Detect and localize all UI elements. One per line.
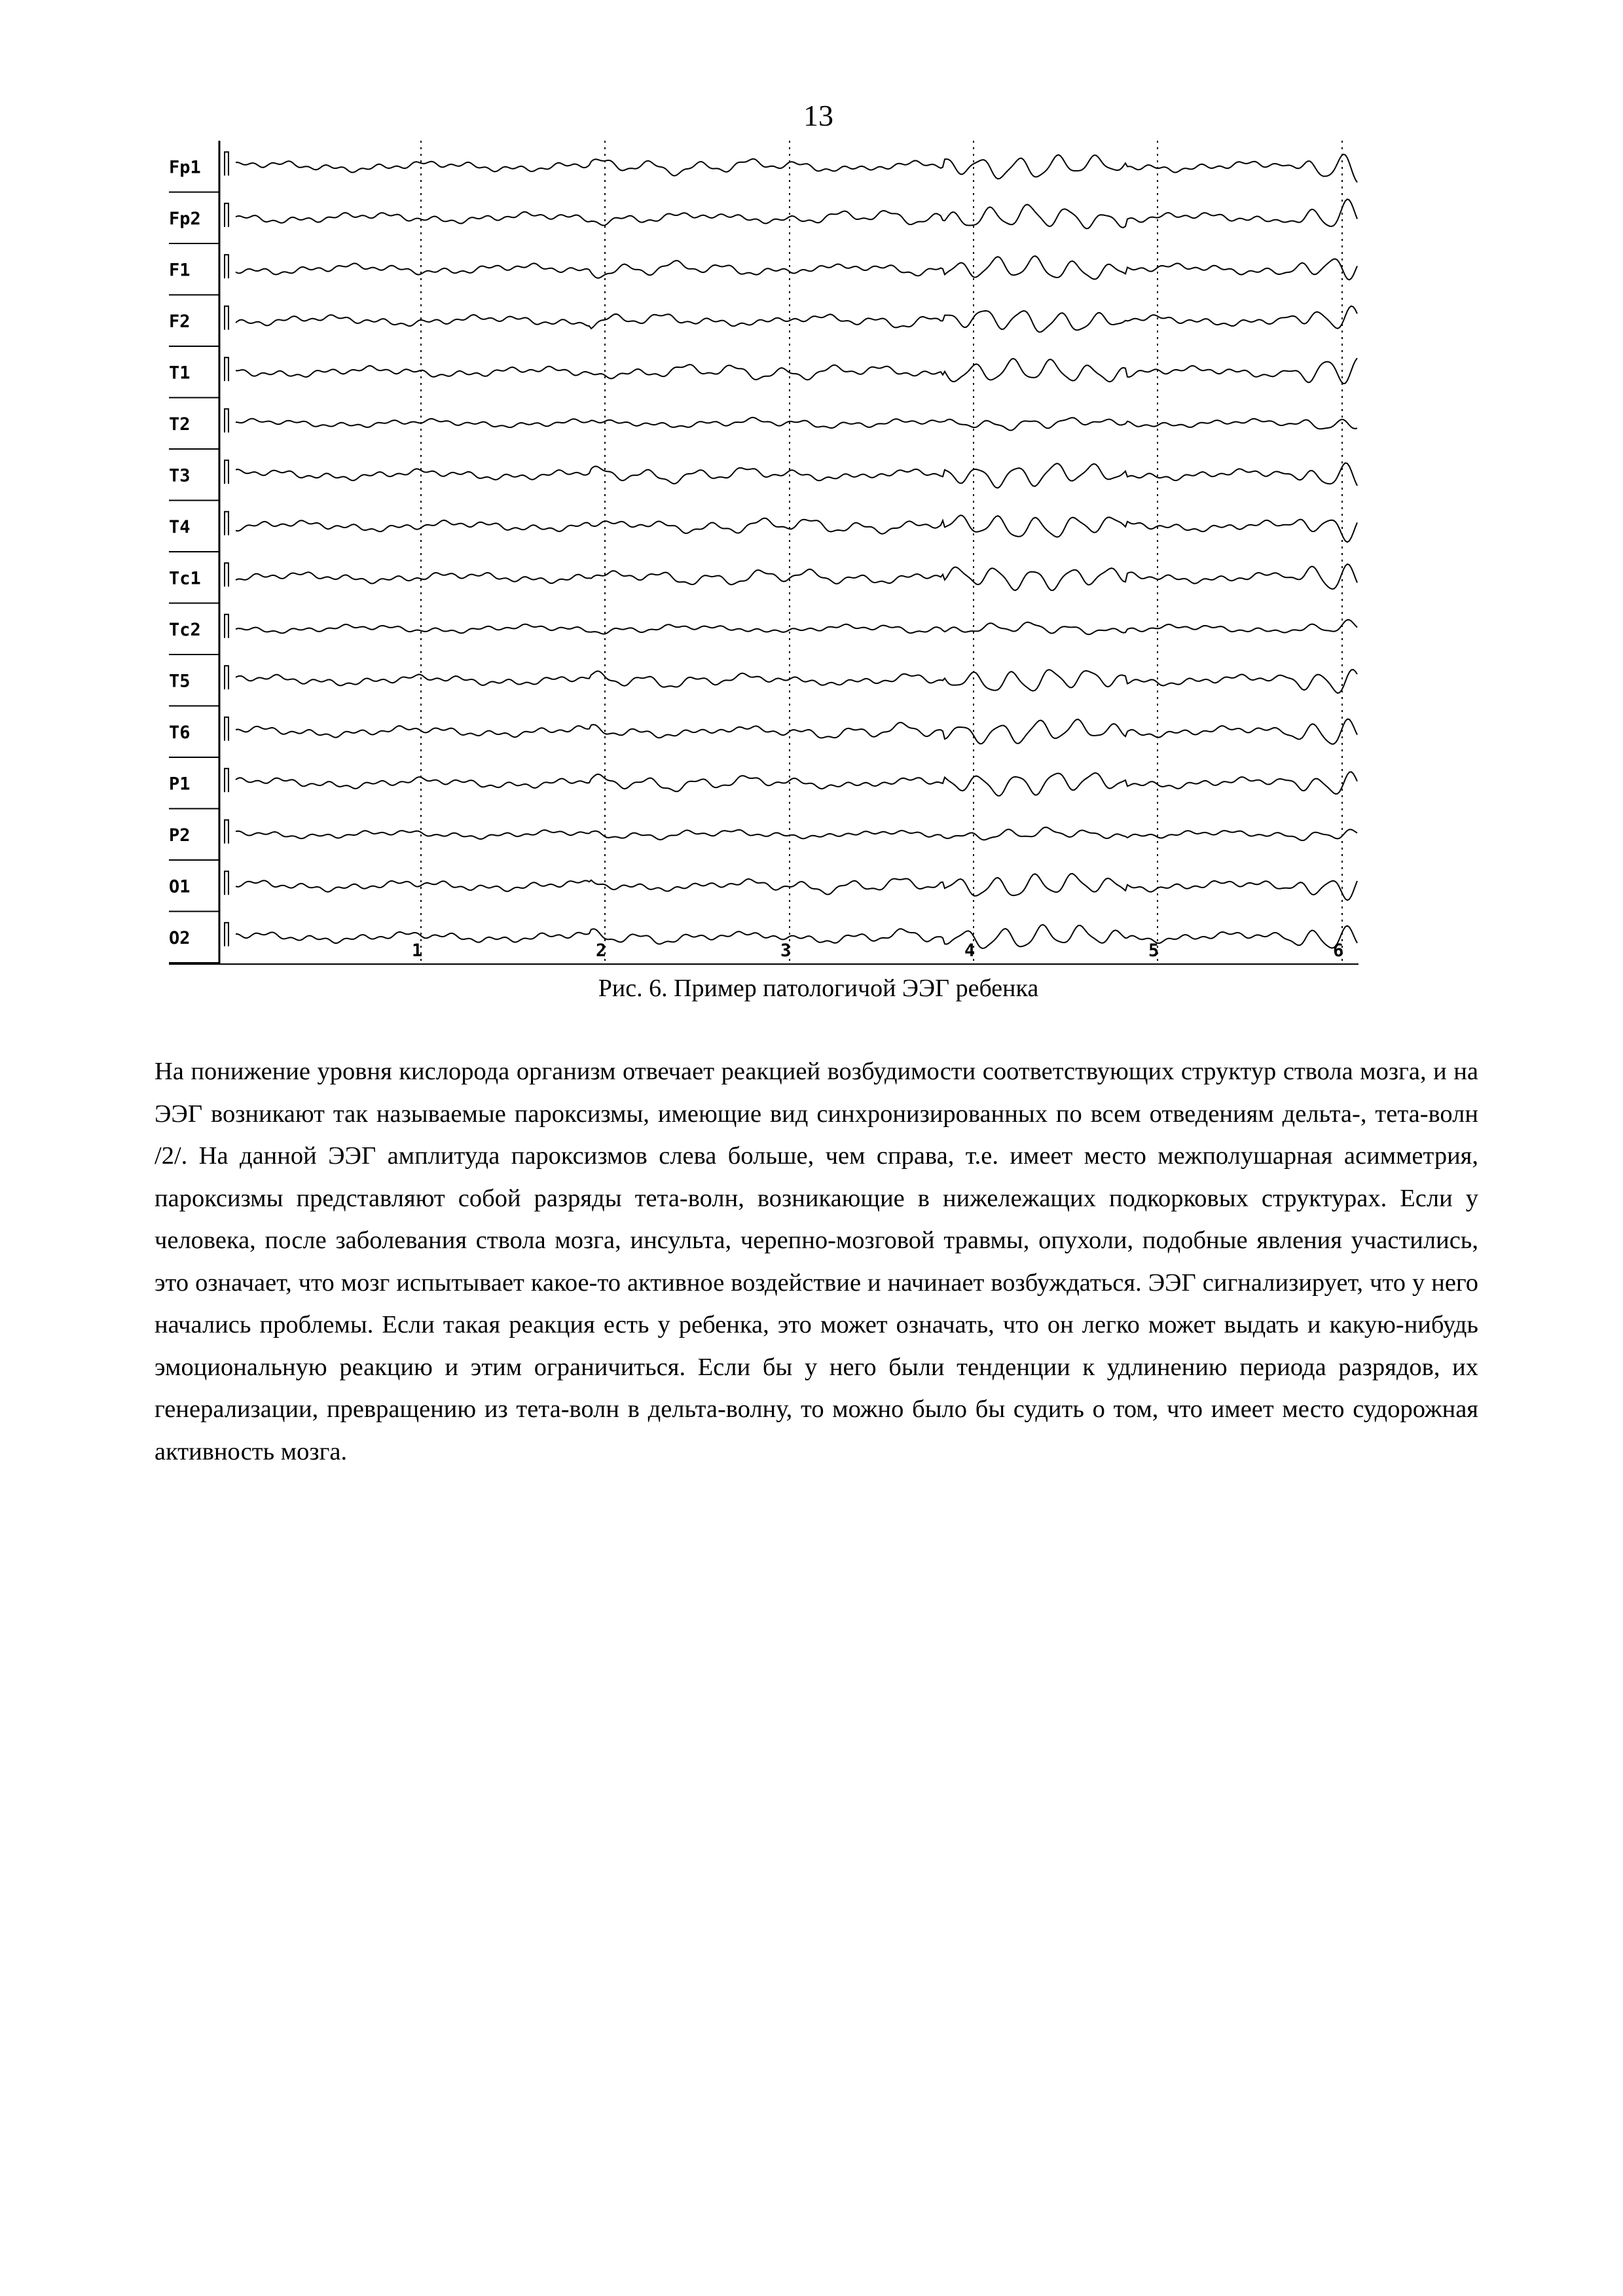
channel-label-t5: T5 [169, 671, 191, 692]
channel-label-p1: P1 [169, 774, 191, 795]
calibration-pulse-t4 [225, 512, 228, 535]
eeg-trace-fp2 [236, 199, 1357, 228]
time-mark-4: 4 [964, 941, 976, 961]
page-number: 13 [803, 99, 833, 132]
channel-label-t2: T2 [169, 414, 191, 435]
eeg-trace-t3 [236, 463, 1357, 488]
calibration-pulse-t6 [225, 717, 228, 741]
eeg-trace-t4 [236, 515, 1357, 542]
eeg-trace-t1 [236, 358, 1357, 384]
eeg-traces [225, 152, 1357, 948]
eeg-trace-p1 [236, 772, 1357, 796]
calibration-pulse-fp2 [225, 204, 228, 227]
channel-label-p2: P2 [169, 825, 191, 846]
eeg-trace-tc2 [236, 620, 1357, 634]
calibration-pulse-t2 [225, 409, 228, 433]
channel-label-fp2: Fp2 [169, 208, 201, 229]
time-mark-2: 2 [596, 941, 607, 961]
calibration-pulse-p1 [225, 768, 228, 792]
eeg-trace-o2 [236, 925, 1357, 948]
eeg-trace-f2 [236, 306, 1357, 332]
calibration-pulse-t3 [225, 460, 228, 484]
calibration-pulse-p2 [225, 820, 228, 844]
calibration-pulse-t1 [225, 357, 228, 381]
channel-label-t6: T6 [169, 722, 191, 743]
channel-label-tc1: Tc1 [169, 568, 201, 589]
calibration-pulse-fp1 [225, 152, 228, 175]
eeg-figure [0, 0, 1623, 969]
time-gridlines [421, 141, 1342, 963]
calibration-pulse-f1 [225, 255, 228, 278]
calibration-pulse-o1 [225, 871, 228, 895]
eeg-trace-t5 [236, 670, 1357, 693]
figure-caption: Рис. 6. Пример патологичой ЭЭГ ребенка [598, 975, 1039, 1002]
channel-label-t3: T3 [169, 465, 191, 486]
calibration-pulse-f2 [225, 306, 228, 330]
calibration-pulse-t5 [225, 666, 228, 689]
time-mark-1: 1 [412, 941, 423, 961]
calibration-pulse-tc2 [225, 615, 228, 638]
channel-labels [169, 157, 201, 948]
eeg-trace-f1 [236, 256, 1357, 279]
channel-label-tc2: Tc2 [169, 619, 201, 640]
time-mark-3: 3 [780, 941, 792, 961]
channel-label-t1: T1 [169, 363, 191, 384]
body-paragraph: На понижение уровня кислорода организм отвечает реакцией возбудимости соответствующих структур ствола мозга, и на ЭЭГ возникают так называемые пароксизмы, имеющие вид синхронизированных по всем отведениям дельта-, тета-волн /2/. На данной ЭЭГ амплитуда пароксизмов слева больше, чем справа, т.е. имеет место межполушарная асимметрия, пароксизмы представляют собой разряды тета-волн, возникающие в нижележащих подкорковых структурах. Если у человека, после заболевания ствола мозга, инсульта, черепно-мозговой травмы, опухоли, подобные явления участились, это означает, что мозг испытывает какое-то активное воздействие и начинает возбуждаться. ЭЭГ сигнализирует, что у него начались проблемы. Если такая реакция есть у ребенка, это может означать, что он легко может выдать и какую-нибудь эмоциональную реакцию и этим ограничиться. Если бы у него были тенденции к удлинению периода разрядов, их генерализации, превращению из тета-волн в дельта-волну, то можно было бы судить о том, что имеет место судорожная активность мозга. [155, 1058, 1478, 1465]
calibration-pulse-o2 [225, 923, 228, 946]
eeg-trace-tc1 [236, 564, 1357, 590]
eeg-trace-fp1 [236, 154, 1357, 183]
channel-label-o2: O2 [169, 927, 191, 948]
eeg-trace-p2 [236, 827, 1357, 840]
channel-label-o1: O1 [169, 876, 191, 897]
eeg-trace-t2 [236, 418, 1357, 431]
time-mark-5: 5 [1148, 941, 1159, 961]
channel-label-f2: F2 [169, 311, 191, 332]
channel-label-fp1: Fp1 [169, 157, 201, 178]
channel-label-t4: T4 [169, 516, 191, 537]
eeg-trace-t6 [236, 719, 1357, 744]
eeg-trace-o1 [236, 874, 1357, 901]
time-mark-6: 6 [1333, 941, 1344, 961]
channel-label-f1: F1 [169, 260, 191, 281]
time-marks [412, 941, 1343, 961]
calibration-pulse-tc1 [225, 563, 228, 586]
